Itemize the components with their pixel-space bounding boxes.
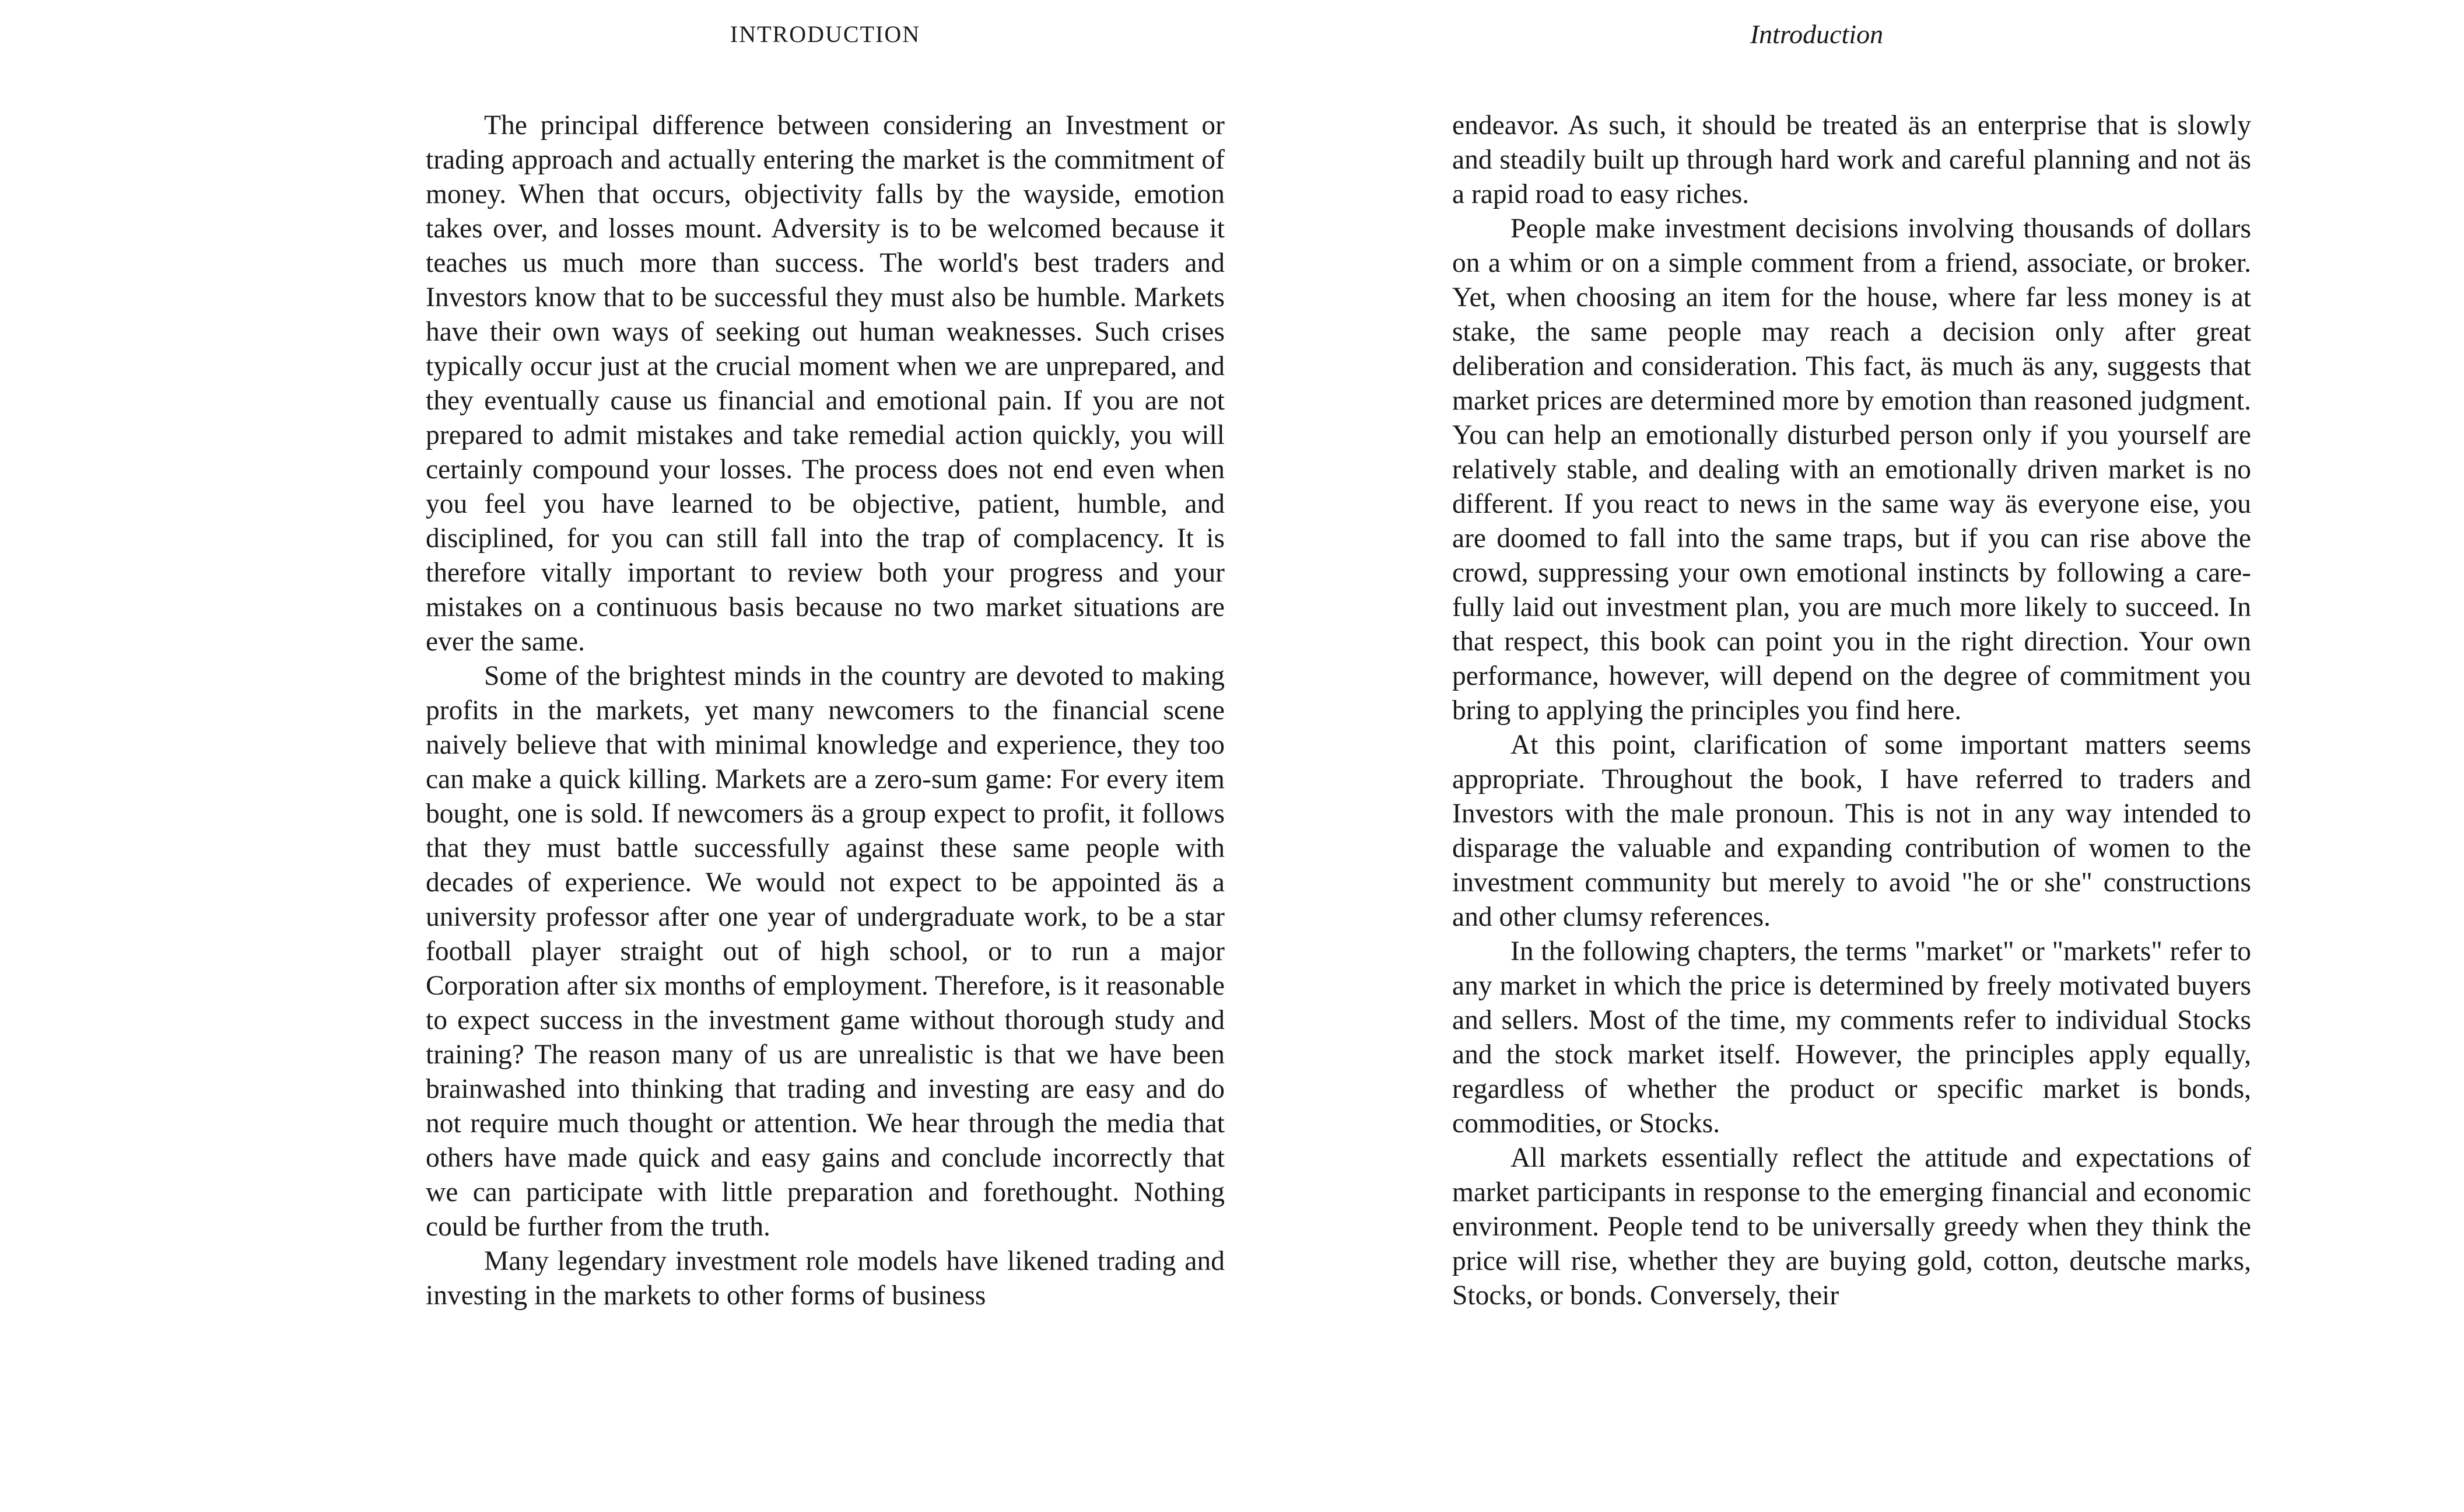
paragraph: All markets essentially reflect the attitude and expectations of market participants in response to the emerging financial and economic environment. People tend to be universally greedy when they think the price will rise, whether they are buying gold, cotton, deutsche marks, Stocks, or bonds. Conversely, their xyxy=(1452,1143,2251,1311)
paragraph: Some of the brightest minds in the country are devoted to making profits in the markets, yet many newcomers to the financial scene naively believe that with minimal knowledge and experience, they too can make a quick killing. Markets are a zero-sum game: For every item bought, one is sold. If newcomers äs a group expect to profit, it follows that they must battle successfully against these same people with decades of experience. We would not expect to be appointed äs a university professor after one year of undergraduate work, to be a star football player straight out of high school, or to run a major Corporation after six months of employment. Therefore, is it reasonable to expect success in the investment game without thorough study and training? The reason many of us are unrealistic is that we have been brainwashed into thinking that trading and investing are easy and do not require much thought or attention. We hear through the media that others have made quick and easy gains and conclude incorrectly that we can participate with little preparation and forethought. Nothing could be further from the truth. xyxy=(426,661,1225,1242)
paragraph: Many legendary investment role models have likened trading and investing in the markets to other forms of business xyxy=(426,1246,1225,1311)
right-text-block xyxy=(1452,108,2251,1313)
left-text-block xyxy=(426,108,1225,1313)
paragraph: People make investment decisions involving thousands of dollars on a whim or on a simple comment from a friend, associate, or broker. Yet, when choosing an item for the house, where far less money is at stake, the same people may reach a decision only after great deliberation and consideration. This fact, äs much äs any, suggests that market prices are determined more by emotion than reasoned judgment. You can help an emotionally disturbed person only if you yourself are relatively stable, and dealing with an emotionally driven market is no different. If you react to news in the same way äs everyone eise, you are doomed to fall into the same traps, but if you can rise above the crowd, suppressing your own emotional instincts by following a carefully laid out investment plan, you are much more likely to succeed. In that respect, this book can point you in the right direction. Your own performance, however, will depend on the degree of commitment you bring to applying the principles you find here. xyxy=(1452,214,2251,726)
paragraph: In the following chapters, the terms "market" or "markets" refer to any market in which the price is determined by freely motivated buyers and sellers. Most of the time, my comments refer to individual Stocks and the stock market itself. However, the principles apply equally, regardless of whether the product or specific market is bonds, commodities, or Stocks. xyxy=(1452,936,2251,1139)
paragraph: endeavor. As such, it should be treated äs an enterprise that is slowly and steadily built up through hard work and careful planning and not äs a rapid road to easy riches. xyxy=(1452,110,2251,209)
left-running-head: INTRODUCTION xyxy=(730,21,921,47)
paragraph: The principal difference between considering an Investment or trading approach and actually entering the market is the commitment of money. When that occurs, objectivity falls by the wayside, emotion takes over, and losses mount. Adversity is to be welcomed because it teaches us much more than success. The world's best traders and Investors know that to be successful they must also be humble. Markets have their own ways of seeking out human weaknesses. Such crises typically occur just at the crucial moment when we are unprepared, and they eventually cause us financial and emotional pain. If you are not prepared to admit mistakes and take remedial action quickly, you will certainly compound your losses. The process does not end even when you feel you have learned to be objective, patient, humble, and disciplined, for you can still fall into the trap of complacency. It is therefore vitally important to review both your progress and your mistakes on a continuous basis because no two market situations are ever the same. xyxy=(426,110,1225,657)
right-running-head: Introduction xyxy=(1750,19,1884,49)
paragraph: At this point, clarification of some important matters seems appropriate. Throughout the book, I have referred to traders and Investors with the male pronoun. This is not in any way intended to disparage the valuable and expanding contribution of women to the investment community but merely to avoid "he or she" constructions and other clumsy references. xyxy=(1452,730,2251,932)
